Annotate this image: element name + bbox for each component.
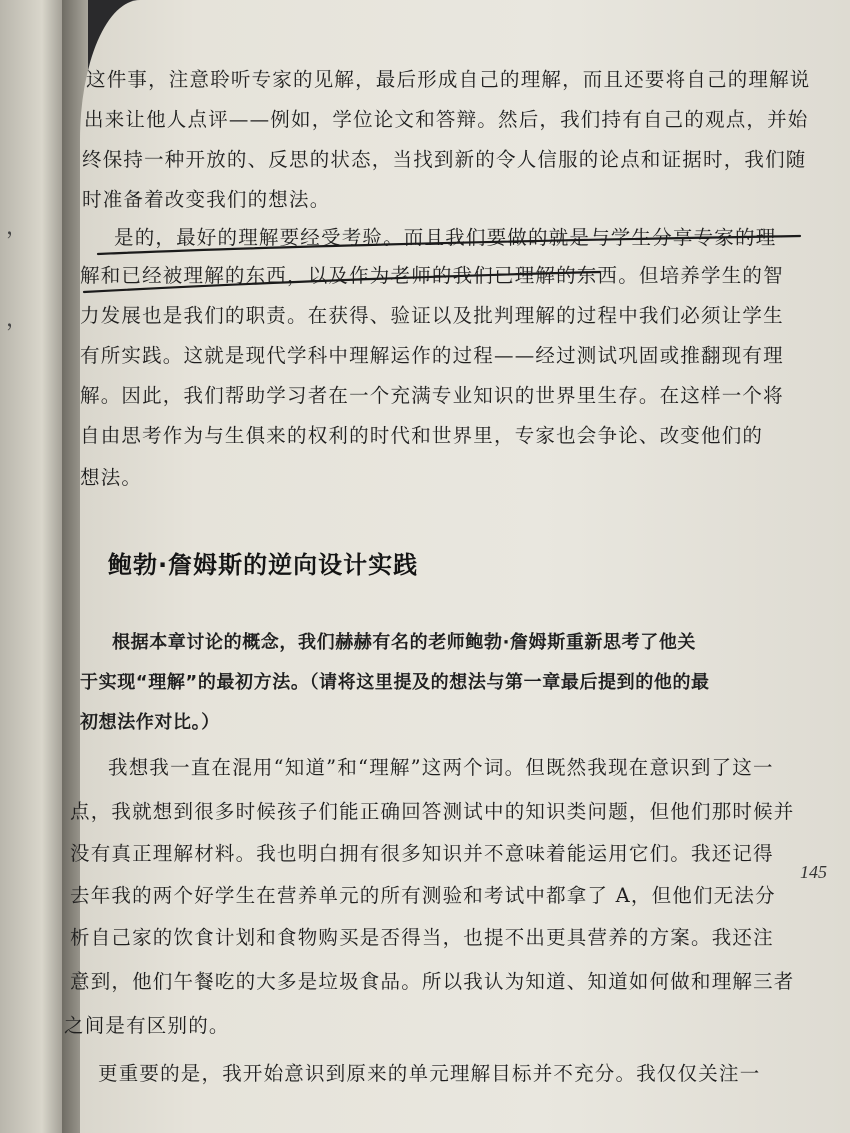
body-line: 自由思考作为与生俱来的权利的时代和世界里，专家也会争论、改变他们的: [80, 424, 764, 447]
show-through-text: [200, 172, 488, 198]
lead-line: 于实现“理解”的最初方法。（请将这里提及的想法与第一章最后提到的他的最: [80, 672, 710, 693]
quote-line: 去年我的两个好学生在营养单元的所有测验和考试中都拿了 A，但他们无法分: [70, 884, 776, 907]
body-line: 解和已经被理解的东西，以及作为老师的我们已理解的东西。但培养学生的智: [80, 264, 784, 287]
quote-line: 析自己家的饮食计划和食物购买是否得当，也提不出更具营养的方案。我还注: [70, 926, 774, 949]
quote-line: 更重要的是，我开始意识到原来的单元理解目标并不充分。我仅仅关注一: [98, 1062, 761, 1085]
quote-line: 之间是有区别的。: [64, 1014, 230, 1037]
body-line: 力发展也是我们的职责。在获得、验证以及批判理解的过程中我们必须让学生: [80, 304, 784, 327]
body-line: 有所实践。这就是现代学科中理解运作的过程——经过测试巩固或推翻现有理: [80, 344, 784, 367]
margin-mark: ，: [6, 307, 29, 332]
facing-page-edge: [0, 0, 70, 1133]
section-heading: 鲍勃·詹姆斯的逆向设计实践: [108, 551, 419, 579]
quote-line: 点，我就想到很多时候孩子们能正确回答测试中的知识类问题，但他们那时候并: [70, 800, 795, 823]
body-line: 解。因此，我们帮助学习者在一个充满专业知识的世界里生存。在这样一个将: [80, 384, 784, 407]
body-line: 是的，最好的理解要经受考验。而且我们要做的就是与学生分享专家的理: [114, 226, 777, 249]
quote-line: 意到，他们午餐吃的大多是垃圾食品。所以我认为知道、知道如何做和理解三者: [70, 970, 795, 993]
quote-line: 我想我一直在混用“知道”和“理解”这两个词。但既然我现在意识到了这一: [108, 756, 774, 779]
body-line: 终保持一种开放的、反思的状态，当找到新的令人信服的论点和证据时，我们随: [82, 148, 807, 171]
lead-line: 初想法作对比。）: [80, 712, 220, 733]
lead-line: 根据本章讨论的概念，我们赫赫有名的老师鲍勃·詹姆斯重新思考了他关: [112, 632, 697, 653]
margin-mark: ，: [6, 215, 29, 240]
body-line: 想法。: [80, 466, 143, 489]
body-line: 这件事，注意聆听专家的见解，最后形成自己的理解，而且还要将自己的理解说: [86, 68, 811, 91]
quote-line: 没有真正理解材料。我也明白拥有很多知识并不意味着能运用它们。我还记得: [70, 842, 774, 865]
page-text: [64, 0, 850, 1133]
body-line: 出来让他人点评——例如，学位论文和答辩。然后，我们持有自己的观点，并始: [84, 108, 809, 131]
page-number: 145: [800, 862, 827, 882]
body-line: 时准备着改变我们的想法。: [82, 188, 331, 211]
book-page: [64, 0, 850, 1133]
